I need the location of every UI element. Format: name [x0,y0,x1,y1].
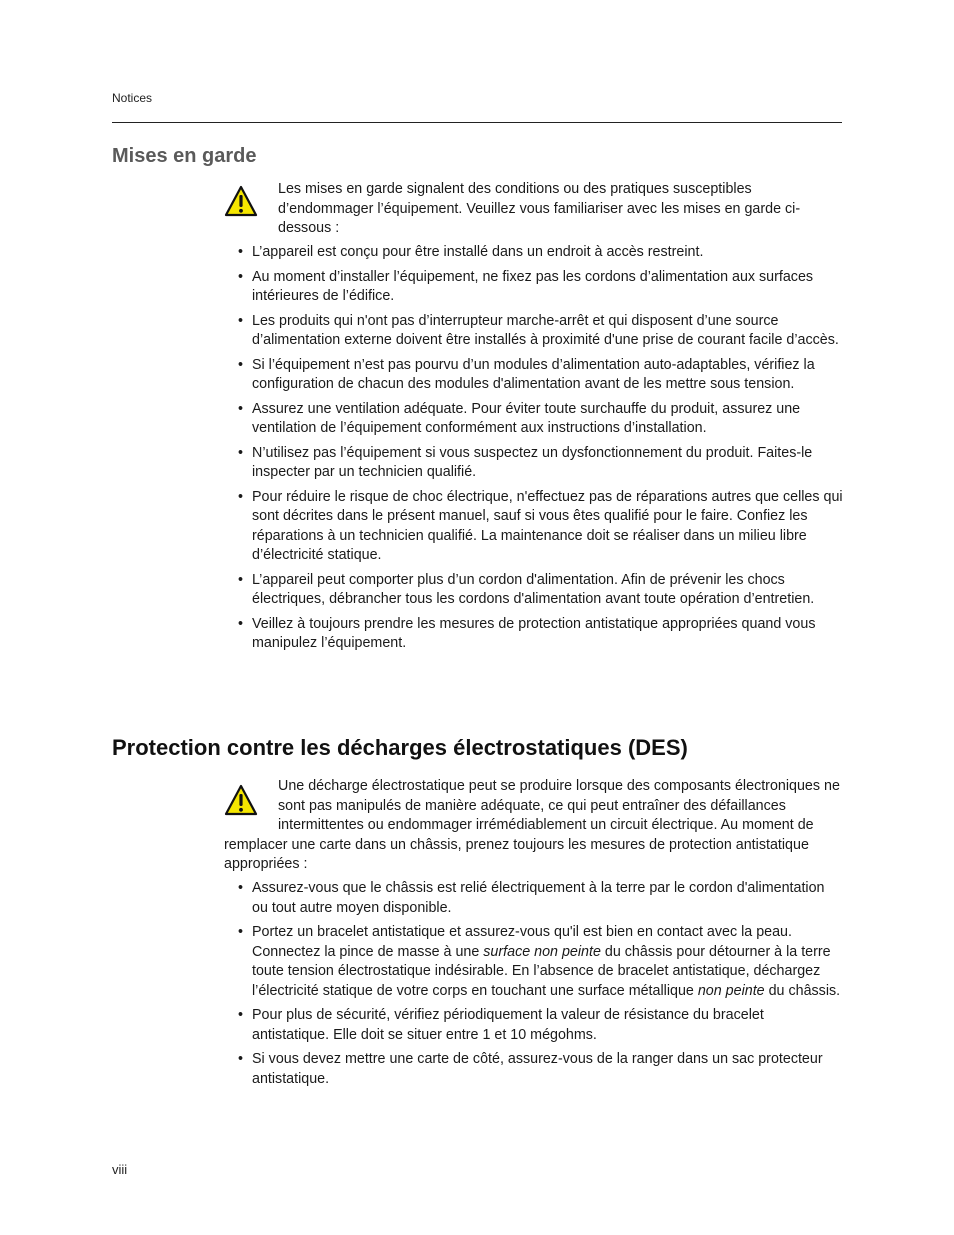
list-item-text [252,924,840,999]
text-run: du châssis. [764,982,841,999]
list-item: • L’appareil peut comporter plus d’un cordon d'alimentation. Afin de prévenir les chocs électriques, débrancher tous les cordons d'alimentation avant toute opération d’entretien. [238,571,815,607]
list-item: • Assurez-vous que le châssis est relié électriquement à la terre par le cordon d'alimentation ou tout autre moyen disponible. [238,880,825,916]
list-item: • Si vous devez mettre une carte de côté, assurez-vous de la ranger dans un sac protecteur antistatique. [238,1051,823,1087]
list-item-text: Veillez à toujours prendre les mesures de protection antistatique appropriées quand vous manipulez l’équipement. [252,615,816,651]
section2-bullet-list [236,879,844,1094]
list-item: • Au moment d’installer l’équipement, ne fixez pas les cordons d’alimentation aux surfaces intérieures de l’édifice. [238,268,814,304]
icon-wrap-spacer [224,777,278,835]
list-item: • Les produits qui n'ont pas d’interrupteur marche-arrêt et qui disposent d’une source d’alimentation externe doivent être installés à proximité d'une prise de courant facile d’accès. [238,312,839,348]
section1-bullet-list [236,243,844,659]
text-run: du châssis pour détourner à la terre toute tension électrostatique indésirable. En l’absence de bracelet antistatique, déchargez l’électricité statique de votre corps en touchant une surface métallique [252,943,831,999]
list-item: • N’utilisez pas l’équipement si vous suspectez un dysfonctionnement du produit. Faites-le inspecter par un technicien qualifié. [238,444,813,480]
list-item-text: Pour réduire le risque de choc électrique, n'effectuez pas de réparations autres que celles qui sont décrites dans le présent manuel, sauf si vous êtes qualifié pour le faire. Confiez les réparations à un technicien qualifié. La maintenance doit se réaliser dans un milieu libre d’électricité statique. [252,488,843,563]
section1-intro: Les mises en garde signalent des conditions ou des pratiques susceptibles d’endommager l’équipement. Veuillez vous familiariser avec les mises en garde ci-dessous : [278,181,801,236]
list-item-text: N’utilisez pas l’équipement si vous suspectez un dysfonctionnement du produit. Faites-le inspecter par un technicien qualifié. [252,444,813,480]
list-item: • Pour réduire le risque de choc électrique, n'effectuez pas de réparations autres que celles qui sont décrites dans le présent manuel, sauf si vous êtes qualifié pour le faire. Confiez les réparations à un technicien qualifié. La maintenance doit se réaliser dans un milieu libre d’électricité statique. [238,488,843,563]
list-item: • Pour plus de sécurité, vérifiez périodiquement la valeur de résistance du bracelet antistatique. Elle doit se situer entre 1 et 10 mégohms. [238,1007,764,1043]
list-item-text: L’appareil peut comporter plus d’un cordon d'alimentation. Afin de prévenir les chocs électriques, débrancher tous les cordons d'alimentation avant toute opération d’entretien. [252,571,815,607]
list-item-text: Si vous devez mettre une carte de côté, assurez-vous de la ranger dans un sac protecteur antistatique. [252,1051,823,1087]
list-item-text: Assurez-vous que le châssis est relié électriquement à la terre par le cordon d'alimentation ou tout autre moyen disponible. [252,880,825,916]
list-item: • Veillez à toujours prendre les mesures de protection antistatique appropriées quand vous manipulez l’équipement. [238,615,816,651]
text-run: Portez un bracelet antistatique et assurez-vous qu'il est bien en contact avec la peau. Connectez la pince de masse à une [252,924,792,960]
section2-intro-wrapper [224,777,842,875]
list-item: • L’appareil est conçu pour être installé dans un endroit à accès restreint. [238,244,704,260]
list-item: • Assurez une ventilation adéquate. Pour éviter toute surchauffe du produit, assurez une ventilation de l’équipement conformément aux instructions d’installation. [238,400,801,436]
section2-intro: Une décharge électrostatique peut se produire lorsque des composants électroniques ne sont pas manipulés de manière adéquate, ce qui peut entraîner des défaillances intermittentes ou endommager irrémédiablement un circuit électrique. Au moment de remplacer une carte dans un châssis, prenez toujours les mesures de protection antistatique appropriées : [224,778,840,872]
page-number: viii [112,1162,128,1177]
list-item-text: Les produits qui n'ont pas d’interrupteur marche-arrêt et qui disposent d’une source d’alimentation externe doivent être installés à proximité d'une prise de courant facile d’accès. [252,312,839,348]
list-item-text: Si l’équipement n’est pas pourvu d’un modules d’alimentation auto-adaptables, vérifiez la configuration de chacun des modules d'alimentation avant de les mettre sous tension. [252,356,815,392]
list-item-text: Pour plus de sécurité, vérifiez périodiquement la valeur de résistance du bracelet antistatique. Elle doit se situer entre 1 et 10 mégohms. [252,1007,764,1043]
section-heading-protection-des: Protection contre les décharges électrostatiques (DES) [112,735,688,760]
emphasis-text: surface non peinte [483,943,601,960]
list-item-text: Au moment d’installer l’équipement, ne fixez pas les cordons d’alimentation aux surfaces intérieures de l’édifice. [252,268,814,304]
warning-triangle-icon [224,185,258,217]
section-heading-mises-en-garde: Mises en garde [112,145,257,167]
list-item-text: L’appareil est conçu pour être installé dans un endroit à accès restreint. [252,244,704,260]
running-head: Notices [112,91,153,105]
emphasis-text: non peinte [697,982,765,999]
list-item-text: Assurez une ventilation adéquate. Pour éviter toute surchauffe du produit, assurez une ventilation de l’équipement conformément aux instructions d’installation. [252,400,801,436]
header-rule [112,122,842,123]
list-item: • Portez un bracelet antistatique et assurez-vous qu'il est bien en contact avec la peau. Connectez la pince de masse à une surface non peinte du châssis pour détourner à la terre toute tension électrostatique indésirable. En l’absence de bracelet antistatique, déchargez l’électricité statique de votre corps en touchant une surface métallique non peinte du châssis. [238,924,841,999]
list-item: • Si l’équipement n’est pas pourvu d’un modules d’alimentation auto-adaptables, vérifiez la configuration de chacun des modules d'alimentation avant de les mettre sous tension. [238,356,815,392]
